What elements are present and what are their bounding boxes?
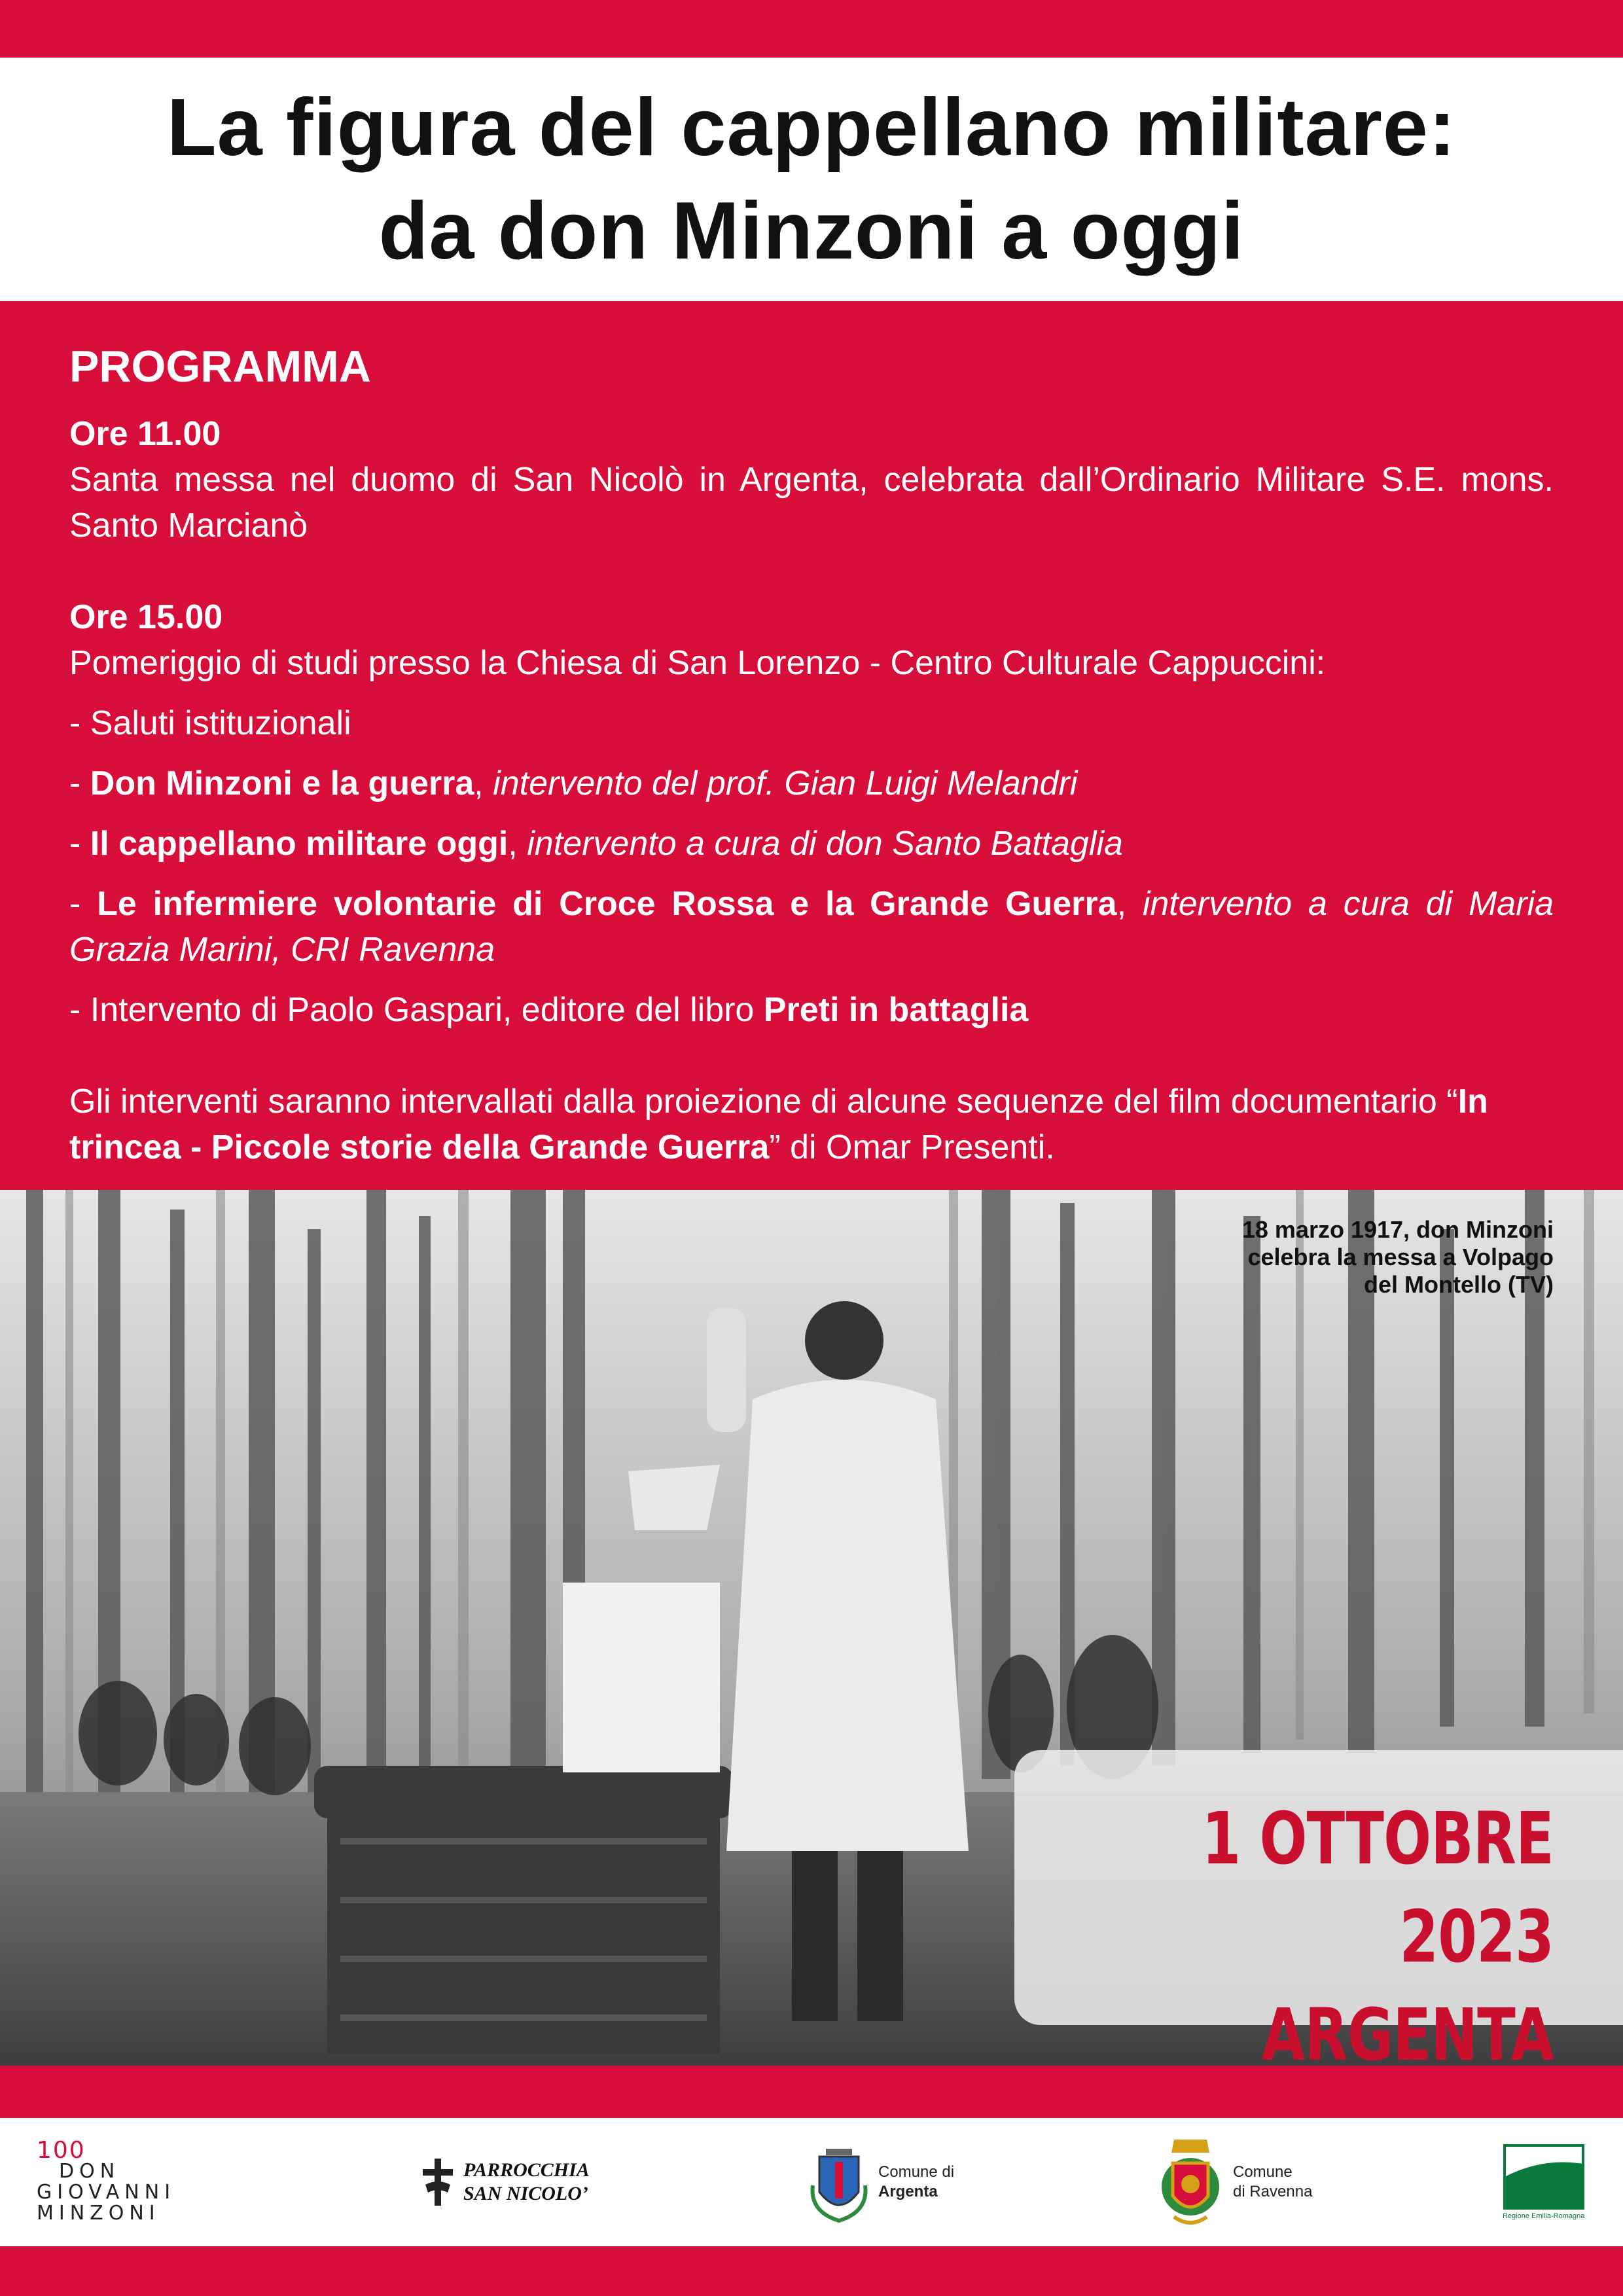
item-title: Don Minzoni e la guerra — [90, 764, 474, 802]
item-dash: - — [69, 825, 90, 863]
argenta-crest-icon — [806, 2140, 872, 2225]
logo-comune-argenta — [806, 2118, 954, 2246]
program-item-gaspari — [69, 987, 1554, 1033]
minzoni-line-2: GIOVANNI — [37, 2181, 176, 2204]
regione-flag-icon — [1503, 2144, 1584, 2210]
item-dash: - — [69, 704, 90, 742]
logo-don-minzoni — [37, 2118, 175, 2246]
title-line-2: da don Minzoni a oggi — [378, 186, 1245, 276]
argenta-line-2: Argenta — [878, 2183, 938, 2200]
ravenna-line-1: Comune — [1233, 2163, 1293, 2181]
event-place: ARGENTA — [1261, 1993, 1554, 2066]
film-note — [69, 1079, 1554, 1170]
logo-regione-emilia-romagna — [1503, 2118, 1584, 2246]
item-text: Intervento di Paolo Gaspari, editore del libro — [90, 991, 764, 1029]
event-date: 1 OTTOBRE 2023 — [1202, 1797, 1554, 1979]
film-note-pre: Gli interventi saranno intervallati dalla proiezione di alcune sequenze del film documentario “ — [69, 1083, 1458, 1121]
item-title: Le infermiere volontarie di Croce Rossa e la Grande Guerra — [97, 885, 1117, 923]
item-sep: , — [1116, 885, 1143, 923]
title-box — [0, 58, 1623, 301]
program-item-saluti — [69, 700, 1554, 746]
program-heading: PROGRAMMA — [69, 342, 371, 391]
footer-red-band — [0, 2246, 1623, 2296]
program-item-minzoni-guerra — [69, 761, 1554, 806]
minzoni-line-1: DON — [59, 2160, 120, 2183]
ravenna-crest-icon — [1154, 2133, 1226, 2231]
caption-line-1: 18 marzo 1917, don Minzoni — [1241, 1216, 1554, 1243]
sponsor-logos-strip — [0, 2118, 1623, 2246]
minzoni-number: 100 — [37, 2137, 86, 2164]
item-speaker: intervento a cura di don Santo Battaglia — [527, 825, 1123, 863]
item-speaker: intervento a cura di Maria Grazia Marini, CRI Ravenna — [69, 885, 1554, 969]
item-book-title: Preti in battaglia — [763, 991, 1029, 1029]
item-title: Il cappellano militare oggi — [90, 825, 508, 863]
afternoon-intro: Pomeriggio di studi presso la Chiesa di San Lorenzo - Centro Culturale Cappuccini: — [69, 644, 1326, 682]
minzoni-line-3: MINZONI — [37, 2202, 160, 2225]
program-item-cappellano-oggi — [69, 821, 1554, 867]
bottom-red-band — [0, 2066, 1623, 2118]
regione-label: Regione Emilia-Romagna — [1503, 2212, 1585, 2220]
caption-line-2: celebra la messa a Volpago — [1247, 1244, 1554, 1270]
event-date-box — [1014, 1750, 1623, 2066]
program-section — [0, 301, 1623, 1190]
title-line-1: La figura del cappellano militare: — [166, 82, 1457, 173]
ravenna-line-2: di Ravenna — [1233, 2183, 1313, 2200]
film-note-post: ” di Omar Presenti. — [769, 1128, 1055, 1166]
morning-text: Santa messa nel duomo di San Nicolò in Argenta, celebrata dall’Ordinario Militare S.E. mons. Santo Marcianò — [69, 461, 1554, 545]
film-title: In trincea - Piccole storie della Grande Guerra — [69, 1083, 1488, 1166]
parrocchia-line-2: SAN NICOLO’ — [463, 2183, 588, 2204]
morning-time: Ore 11.00 — [69, 415, 221, 453]
argenta-line-1: Comune di — [878, 2163, 955, 2181]
item-text: Saluti istituzionali — [90, 704, 351, 742]
top-red-band — [0, 0, 1623, 58]
item-dash: - — [69, 885, 98, 923]
item-sep: , — [508, 825, 527, 863]
historic-photo — [0, 1190, 1623, 2066]
photo-caption — [1242, 1216, 1554, 1299]
item-speaker: intervento del prof. Gian Luigi Melandri — [493, 764, 1078, 802]
item-dash: - — [69, 991, 90, 1029]
logo-parrocchia — [419, 2118, 590, 2246]
cross-icon — [419, 2156, 458, 2208]
caption-line-3: del Montello (TV) — [1364, 1271, 1554, 1298]
item-sep: , — [474, 764, 493, 802]
program-item-infermiere — [69, 881, 1554, 973]
logo-comune-ravenna — [1154, 2118, 1312, 2246]
item-dash: - — [69, 764, 90, 802]
afternoon-time: Ore 15.00 — [69, 598, 223, 636]
parrocchia-line-1: PARROCCHIA — [463, 2159, 590, 2181]
